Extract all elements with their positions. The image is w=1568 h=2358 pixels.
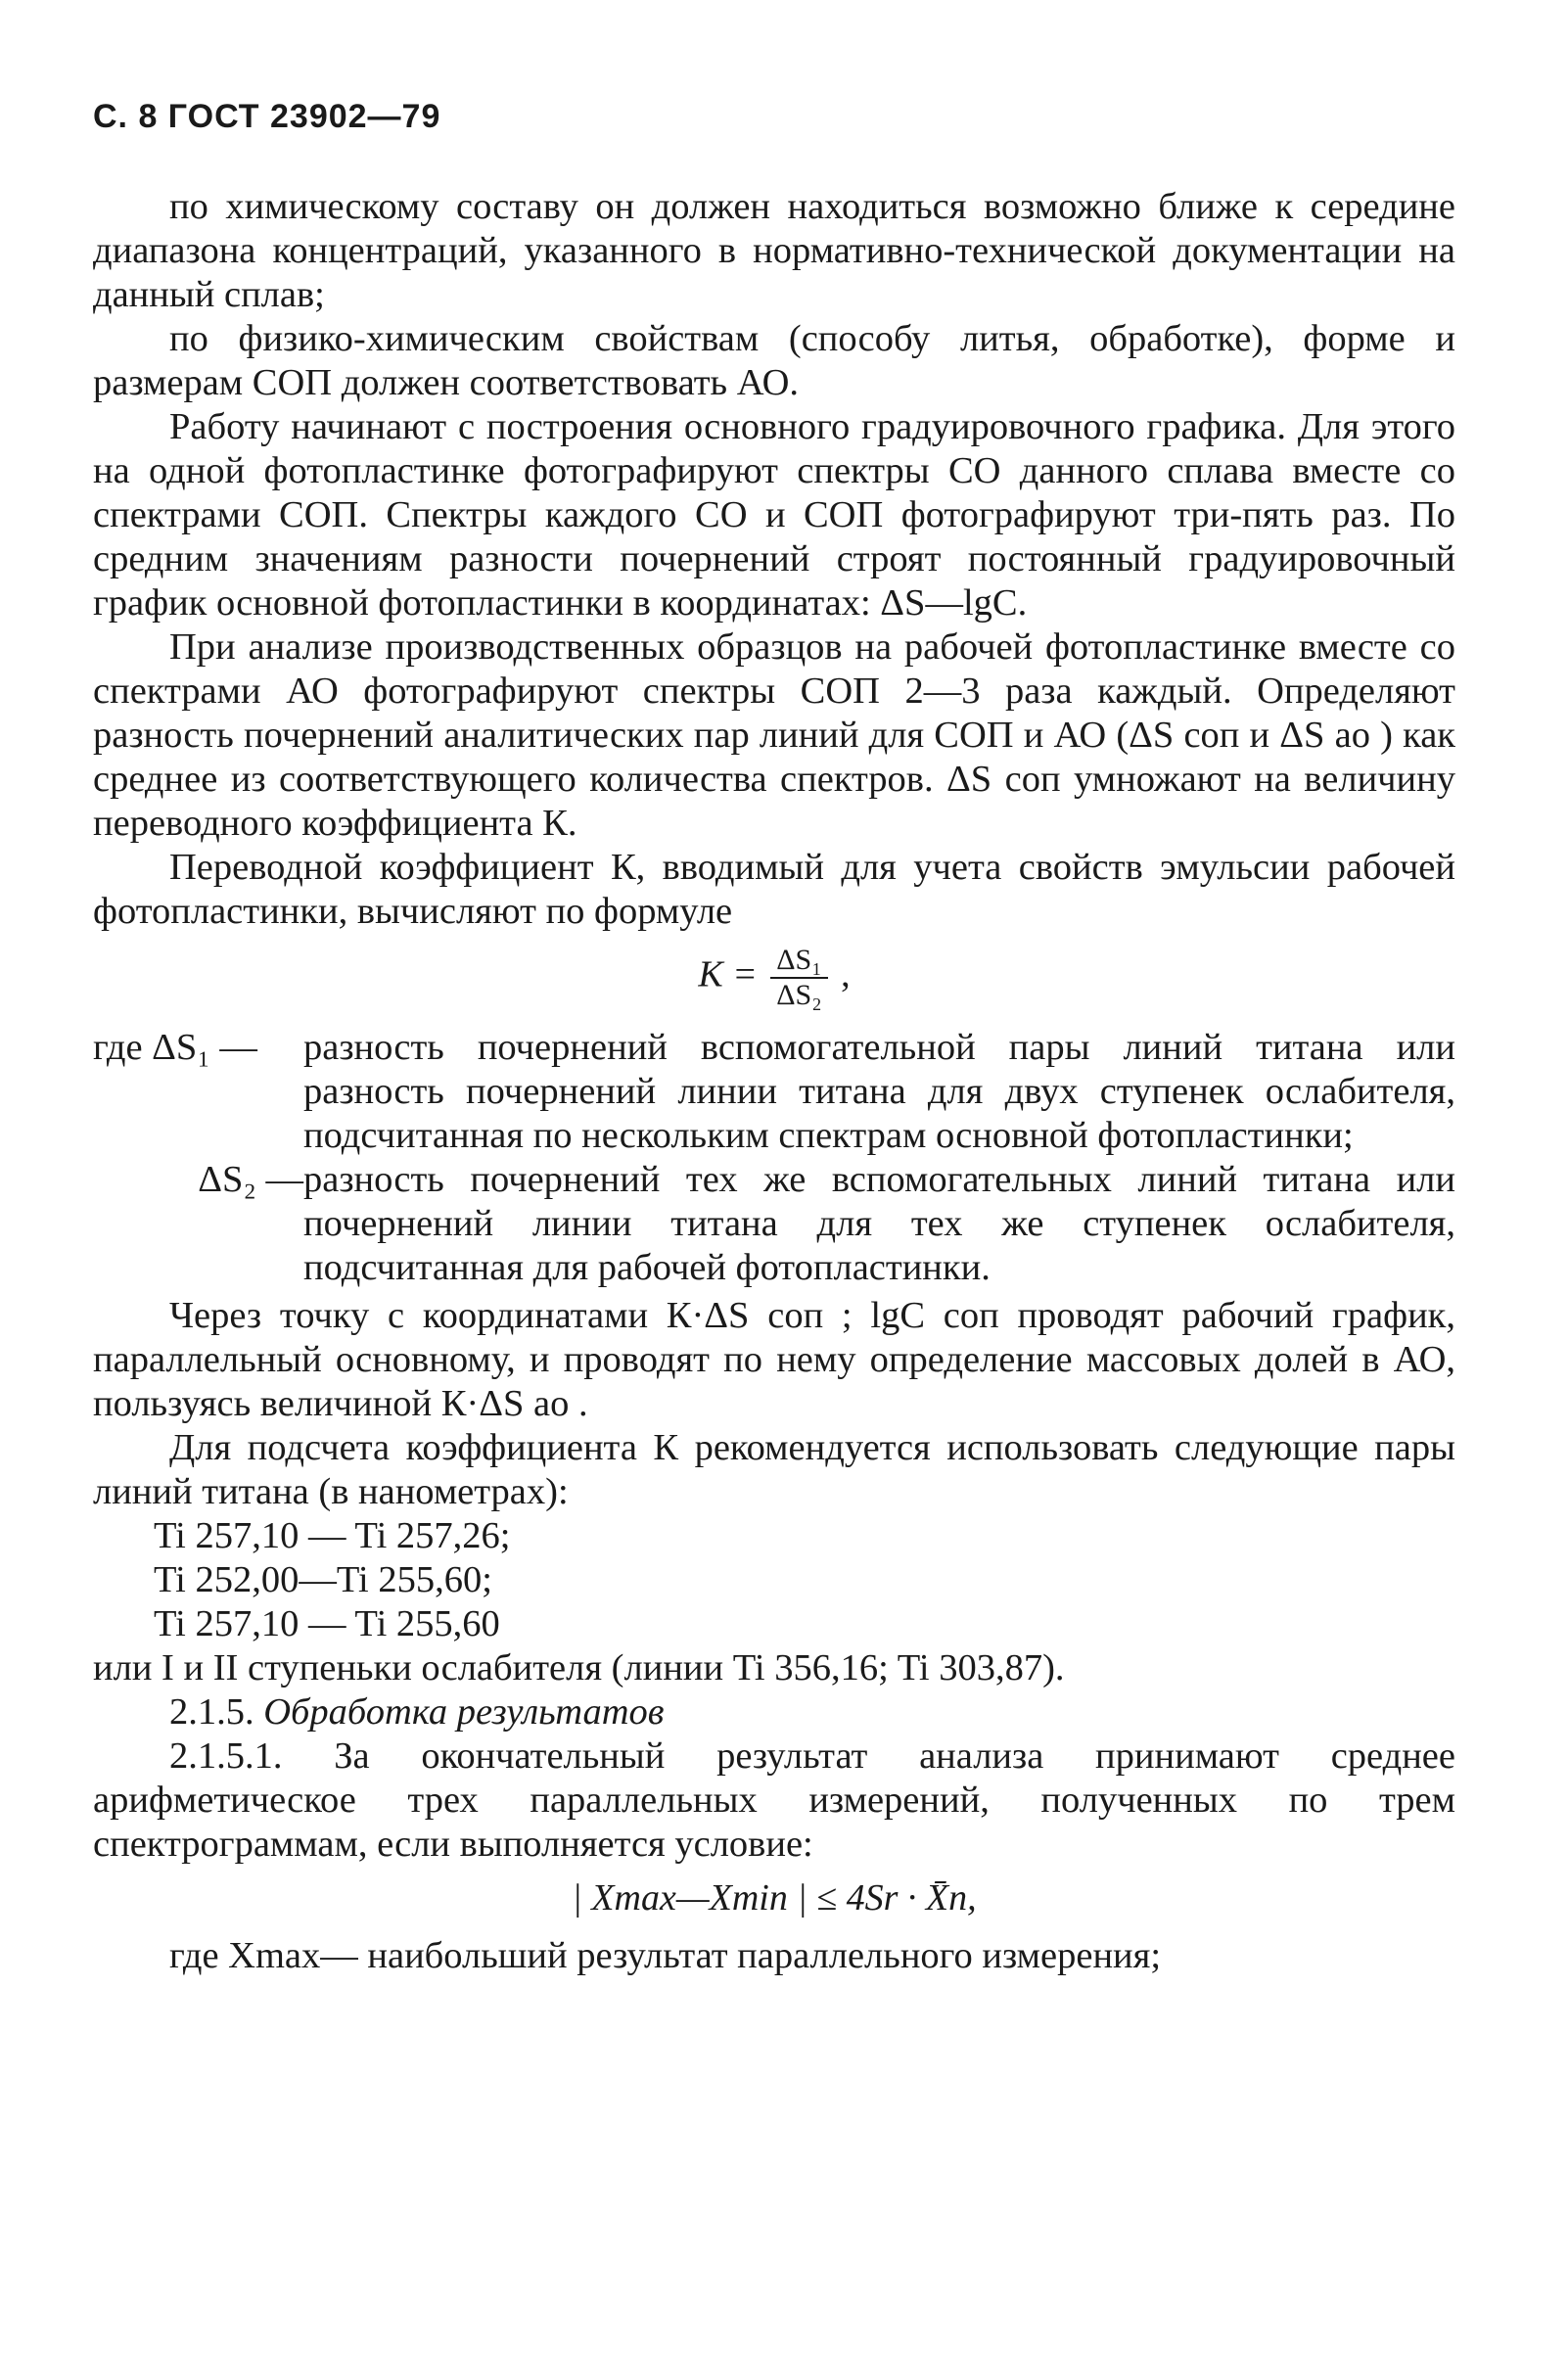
definition-term: ΔS₂ — <box>198 1159 303 1200</box>
definitions-list <box>93 1026 1455 1290</box>
paragraph-conversion-coefficient: Переводной коэффициент К, вводимый для учета свойств эмульсии рабочей фотопластинки, вычисляют по формуле <box>93 847 1455 932</box>
formula-k-denominator: ΔS₂ <box>776 979 822 1011</box>
paragraph-production-samples: При анализе производственных образцов на рабочей фотопластинке вместе со спектрами АО фотографируют спектры СОП 2—3 раза каждый. Определяют разность почернений аналитических пар линий для СОП и АО (ΔS соп и ΔS ао ) как среднее из соответствующего количества спектров. ΔS соп умножают на величину переводного коэффициента К. <box>93 626 1455 844</box>
paragraph-xmax-definition: где Xmax— наибольший результат параллельного измерения; <box>169 1935 1162 1976</box>
page-header: С. 8 ГОСТ 23902—79 <box>93 98 441 135</box>
section-title: Обработка результатов <box>263 1691 665 1733</box>
ti-line-pair: Ti 257,10 — Ti 257,26; <box>154 1515 511 1556</box>
formula-condition: | Xmax—Xmin | ≤ 4Sr · X̄n, <box>572 1877 977 1919</box>
ti-line-pair: Ti 252,00—Ti 255,60; <box>154 1559 492 1600</box>
paragraph-physical-properties: по физико-химическим свойствам (способу литья, обработке), форме и размерам СОП должен соответствовать АО. <box>93 318 1455 403</box>
definition-text: разность почернений тех же вспомогательных линий титана или почернений линии титана для тех же ступенек ослабителя, подсчитанная для рабочей фотопластинки. <box>303 1159 1455 1288</box>
paragraph-final-result: 2.1.5.1. За окончательный результат анализа принимают среднее арифметическое трех параллельных измерений, полученных по трем спектрограммам, если выполняется условие: <box>93 1735 1455 1865</box>
paragraph-calibration-graph: Работу начинают с построения основного градуировочного графика. Для этого на одной фотопластинке фотографируют спектры СО данного сплава вместе со спектрами СОП. Спектры каждого СО и СОП фотографируют три-пять раз. По средним значениям разности почернений строят постоянный градуировочный график основной фотопластинки в координатах: ΔS—lgC. <box>93 406 1455 624</box>
ti-line-pair: Ti 257,10 — Ti 255,60 <box>154 1603 500 1644</box>
paragraph-chemical-composition: по химическому составу он должен находиться возможно ближе к середине диапазона концентраций, указанного в нормативно-технической документации на данный сплав; <box>93 186 1455 315</box>
section-number: 2.1.5. <box>169 1691 254 1733</box>
definition-term: где ΔS₁ — <box>93 1027 257 1068</box>
definition-row <box>93 1026 1455 1158</box>
definition-text: разность почернений вспомогательной пары линий титана или разность почернений линии титана для двух ступенек ослабителя, подсчитанная по нескольким спектрам основной фотопластинки; <box>303 1027 1455 1156</box>
formula-k <box>93 944 1455 1012</box>
section-heading <box>93 1690 1455 1734</box>
document-page <box>93 98 1455 1978</box>
paragraph-working-graph: Через точку с координатами К·ΔS соп ; lgC соп проводят рабочий график, параллельный основному, и проводят по нему определение массовых долей в АО, пользуясь величиной К·ΔS ао . <box>93 1295 1455 1424</box>
definition-row <box>93 1158 1455 1290</box>
paragraph-titanium-pairs: Для подсчета коэффициента К рекомендуется использовать следующие пары линий титана (в нанометрах): <box>93 1427 1455 1512</box>
formula-k-fraction <box>770 944 827 1012</box>
formula-k-trail: , <box>841 953 851 995</box>
formula-k-lhs: К = <box>698 953 758 995</box>
paragraph-attenuator-steps: или I и II ступеньки ослабителя (линии Ti 356,16; Ti 303,87). <box>93 1647 1065 1688</box>
formula-k-numerator: ΔS₁ <box>770 944 827 979</box>
